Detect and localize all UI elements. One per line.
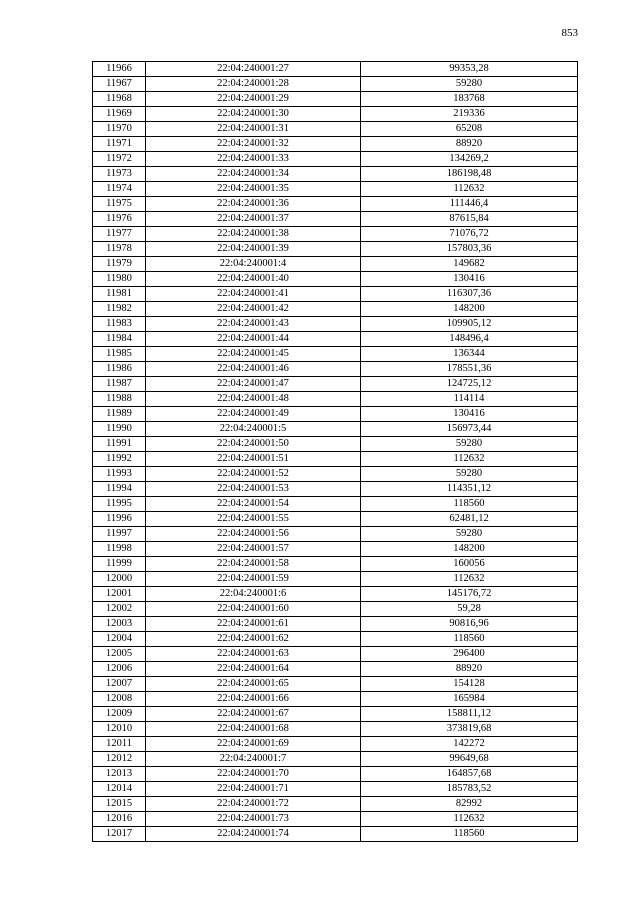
table-row [93, 587, 578, 602]
table-row [93, 422, 578, 437]
value-cell: 90816,96 [361, 617, 578, 632]
row-number-cell: 11995 [93, 497, 146, 512]
cadastral-number-cell: 22:04:240001:29 [146, 92, 361, 107]
table-row [93, 782, 578, 797]
value-cell: 148200 [361, 302, 578, 317]
value-cell: 183768 [361, 92, 578, 107]
cadastral-number-cell: 22:04:240001:56 [146, 527, 361, 542]
cadastral-number-cell: 22:04:240001:7 [146, 752, 361, 767]
table-row [93, 722, 578, 737]
cadastral-number-cell: 22:04:240001:31 [146, 122, 361, 137]
row-number-cell: 11971 [93, 137, 146, 152]
table-row [93, 77, 578, 92]
row-number-cell: 11991 [93, 437, 146, 452]
table-row [93, 272, 578, 287]
table-row [93, 302, 578, 317]
value-cell: 112632 [361, 812, 578, 827]
table-row [93, 572, 578, 587]
table-row [93, 497, 578, 512]
table-row [93, 767, 578, 782]
cadastral-number-cell: 22:04:240001:42 [146, 302, 361, 317]
value-cell: 87615,84 [361, 212, 578, 227]
value-cell: 124725,12 [361, 377, 578, 392]
row-number-cell: 12010 [93, 722, 146, 737]
row-number-cell: 11974 [93, 182, 146, 197]
table-row [93, 317, 578, 332]
row-number-cell: 12016 [93, 812, 146, 827]
row-number-cell: 11966 [93, 62, 146, 77]
table-row [93, 122, 578, 137]
table-row [93, 707, 578, 722]
cadastral-number-cell: 22:04:240001:43 [146, 317, 361, 332]
row-number-cell: 12001 [93, 587, 146, 602]
table-row [93, 137, 578, 152]
row-number-cell: 12005 [93, 647, 146, 662]
row-number-cell: 11969 [93, 107, 146, 122]
table-row [93, 287, 578, 302]
table-row [93, 482, 578, 497]
row-number-cell: 12014 [93, 782, 146, 797]
cadastral-number-cell: 22:04:240001:47 [146, 377, 361, 392]
row-number-cell: 11980 [93, 272, 146, 287]
row-number-cell: 11992 [93, 452, 146, 467]
value-cell: 160056 [361, 557, 578, 572]
value-cell: 136344 [361, 347, 578, 362]
value-cell: 178551,36 [361, 362, 578, 377]
row-number-cell: 12017 [93, 827, 146, 842]
cadastral-number-cell: 22:04:240001:27 [146, 62, 361, 77]
value-cell: 149682 [361, 257, 578, 272]
value-cell: 296400 [361, 647, 578, 662]
cadastral-number-cell: 22:04:240001:28 [146, 77, 361, 92]
row-number-cell: 11976 [93, 212, 146, 227]
cadastral-number-cell: 22:04:240001:61 [146, 617, 361, 632]
cadastral-number-cell: 22:04:240001:4 [146, 257, 361, 272]
value-cell: 109905,12 [361, 317, 578, 332]
row-number-cell: 11978 [93, 242, 146, 257]
value-cell: 71076,72 [361, 227, 578, 242]
row-number-cell: 11997 [93, 527, 146, 542]
registry-table [92, 61, 578, 842]
cadastral-number-cell: 22:04:240001:32 [146, 137, 361, 152]
value-cell: 112632 [361, 452, 578, 467]
table-row [93, 827, 578, 842]
registry-table-body [93, 62, 578, 842]
table-row [93, 212, 578, 227]
row-number-cell: 12015 [93, 797, 146, 812]
value-cell: 112632 [361, 572, 578, 587]
row-number-cell: 12004 [93, 632, 146, 647]
value-cell: 65208 [361, 122, 578, 137]
table-row [93, 407, 578, 422]
cadastral-number-cell: 22:04:240001:63 [146, 647, 361, 662]
row-number-cell: 12011 [93, 737, 146, 752]
cadastral-number-cell: 22:04:240001:46 [146, 362, 361, 377]
table-row [93, 617, 578, 632]
value-cell: 114351,12 [361, 482, 578, 497]
row-number-cell: 11987 [93, 377, 146, 392]
value-cell: 59,28 [361, 602, 578, 617]
row-number-cell: 12012 [93, 752, 146, 767]
value-cell: 116307,36 [361, 287, 578, 302]
row-number-cell: 11973 [93, 167, 146, 182]
cadastral-number-cell: 22:04:240001:74 [146, 827, 361, 842]
value-cell: 145176,72 [361, 587, 578, 602]
cadastral-number-cell: 22:04:240001:58 [146, 557, 361, 572]
value-cell: 373819,68 [361, 722, 578, 737]
cadastral-number-cell: 22:04:240001:44 [146, 332, 361, 347]
value-cell: 134269,2 [361, 152, 578, 167]
row-number-cell: 11994 [93, 482, 146, 497]
row-number-cell: 12006 [93, 662, 146, 677]
page-number: 853 [561, 27, 578, 39]
row-number-cell: 11979 [93, 257, 146, 272]
row-number-cell: 11985 [93, 347, 146, 362]
value-cell: 219336 [361, 107, 578, 122]
cadastral-number-cell: 22:04:240001:5 [146, 422, 361, 437]
value-cell: 82992 [361, 797, 578, 812]
table-row [93, 392, 578, 407]
row-number-cell: 11972 [93, 152, 146, 167]
table-row [93, 467, 578, 482]
table-row [93, 377, 578, 392]
cadastral-number-cell: 22:04:240001:38 [146, 227, 361, 242]
table-row [93, 62, 578, 77]
table-row [93, 167, 578, 182]
cadastral-number-cell: 22:04:240001:68 [146, 722, 361, 737]
cadastral-number-cell: 22:04:240001:30 [146, 107, 361, 122]
cadastral-number-cell: 22:04:240001:52 [146, 467, 361, 482]
table-row [93, 542, 578, 557]
cadastral-number-cell: 22:04:240001:64 [146, 662, 361, 677]
row-number-cell: 11989 [93, 407, 146, 422]
value-cell: 112632 [361, 182, 578, 197]
row-number-cell: 11984 [93, 332, 146, 347]
table-row [93, 557, 578, 572]
table-row [93, 662, 578, 677]
cadastral-number-cell: 22:04:240001:55 [146, 512, 361, 527]
value-cell: 118560 [361, 632, 578, 647]
row-number-cell: 11988 [93, 392, 146, 407]
value-cell: 59280 [361, 467, 578, 482]
table-row [93, 452, 578, 467]
cadastral-number-cell: 22:04:240001:51 [146, 452, 361, 467]
cadastral-number-cell: 22:04:240001:45 [146, 347, 361, 362]
table-row [93, 242, 578, 257]
value-cell: 185783,52 [361, 782, 578, 797]
row-number-cell: 11998 [93, 542, 146, 557]
row-number-cell: 12013 [93, 767, 146, 782]
value-cell: 118560 [361, 827, 578, 842]
value-cell: 130416 [361, 272, 578, 287]
value-cell: 186198,48 [361, 167, 578, 182]
cadastral-number-cell: 22:04:240001:39 [146, 242, 361, 257]
value-cell: 156973,44 [361, 422, 578, 437]
cadastral-number-cell: 22:04:240001:41 [146, 287, 361, 302]
row-number-cell: 12002 [93, 602, 146, 617]
row-number-cell: 11983 [93, 317, 146, 332]
value-cell: 130416 [361, 407, 578, 422]
row-number-cell: 11981 [93, 287, 146, 302]
cadastral-number-cell: 22:04:240001:73 [146, 812, 361, 827]
cadastral-number-cell: 22:04:240001:59 [146, 572, 361, 587]
table-row [93, 632, 578, 647]
value-cell: 59280 [361, 527, 578, 542]
table-row [93, 752, 578, 767]
table-row [93, 182, 578, 197]
cadastral-number-cell: 22:04:240001:72 [146, 797, 361, 812]
value-cell: 157803,36 [361, 242, 578, 257]
row-number-cell: 12008 [93, 692, 146, 707]
cadastral-number-cell: 22:04:240001:65 [146, 677, 361, 692]
cadastral-number-cell: 22:04:240001:54 [146, 497, 361, 512]
row-number-cell: 11975 [93, 197, 146, 212]
value-cell: 164857,68 [361, 767, 578, 782]
cadastral-number-cell: 22:04:240001:49 [146, 407, 361, 422]
row-number-cell: 11990 [93, 422, 146, 437]
cadastral-number-cell: 22:04:240001:60 [146, 602, 361, 617]
value-cell: 165984 [361, 692, 578, 707]
value-cell: 118560 [361, 497, 578, 512]
table-row [93, 812, 578, 827]
table-row [93, 257, 578, 272]
cadastral-number-cell: 22:04:240001:36 [146, 197, 361, 212]
row-number-cell: 11970 [93, 122, 146, 137]
cadastral-number-cell: 22:04:240001:35 [146, 182, 361, 197]
table-row [93, 227, 578, 242]
cadastral-number-cell: 22:04:240001:53 [146, 482, 361, 497]
table-row [93, 362, 578, 377]
cadastral-number-cell: 22:04:240001:33 [146, 152, 361, 167]
value-cell: 114114 [361, 392, 578, 407]
row-number-cell: 12009 [93, 707, 146, 722]
table-row [93, 347, 578, 362]
value-cell: 88920 [361, 137, 578, 152]
row-number-cell: 11967 [93, 77, 146, 92]
cadastral-number-cell: 22:04:240001:40 [146, 272, 361, 287]
table-row [93, 332, 578, 347]
row-number-cell: 11977 [93, 227, 146, 242]
value-cell: 59280 [361, 77, 578, 92]
value-cell: 142272 [361, 737, 578, 752]
cadastral-number-cell: 22:04:240001:57 [146, 542, 361, 557]
row-number-cell: 11996 [93, 512, 146, 527]
value-cell: 158811,12 [361, 707, 578, 722]
cadastral-number-cell: 22:04:240001:50 [146, 437, 361, 452]
row-number-cell: 12000 [93, 572, 146, 587]
cadastral-number-cell: 22:04:240001:66 [146, 692, 361, 707]
cadastral-number-cell: 22:04:240001:6 [146, 587, 361, 602]
table-row [93, 512, 578, 527]
cadastral-number-cell: 22:04:240001:48 [146, 392, 361, 407]
cadastral-number-cell: 22:04:240001:37 [146, 212, 361, 227]
row-number-cell: 11986 [93, 362, 146, 377]
cadastral-number-cell: 22:04:240001:62 [146, 632, 361, 647]
value-cell: 148200 [361, 542, 578, 557]
row-number-cell: 11993 [93, 467, 146, 482]
row-number-cell: 12007 [93, 677, 146, 692]
cadastral-number-cell: 22:04:240001:67 [146, 707, 361, 722]
value-cell: 59280 [361, 437, 578, 452]
value-cell: 99649,68 [361, 752, 578, 767]
row-number-cell: 11968 [93, 92, 146, 107]
table-row [93, 602, 578, 617]
value-cell: 62481,12 [361, 512, 578, 527]
table-row [93, 692, 578, 707]
value-cell: 148496,4 [361, 332, 578, 347]
table-row [93, 152, 578, 167]
table-row [93, 437, 578, 452]
table-row [93, 107, 578, 122]
table-row [93, 527, 578, 542]
table-row [93, 677, 578, 692]
value-cell: 88920 [361, 662, 578, 677]
value-cell: 99353,28 [361, 62, 578, 77]
cadastral-number-cell: 22:04:240001:34 [146, 167, 361, 182]
row-number-cell: 12003 [93, 617, 146, 632]
table-row [93, 737, 578, 752]
table-row [93, 797, 578, 812]
table-row [93, 197, 578, 212]
row-number-cell: 11999 [93, 557, 146, 572]
value-cell: 111446,4 [361, 197, 578, 212]
table-row [93, 92, 578, 107]
cadastral-number-cell: 22:04:240001:69 [146, 737, 361, 752]
value-cell: 154128 [361, 677, 578, 692]
row-number-cell: 11982 [93, 302, 146, 317]
table-row [93, 647, 578, 662]
cadastral-number-cell: 22:04:240001:71 [146, 782, 361, 797]
cadastral-number-cell: 22:04:240001:70 [146, 767, 361, 782]
